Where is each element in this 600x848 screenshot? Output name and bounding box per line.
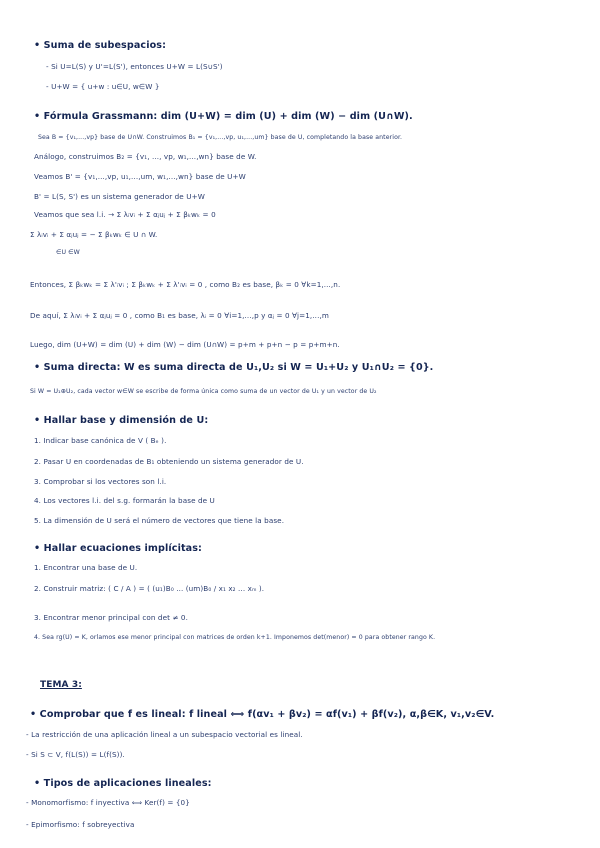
heading-hallar-base: • Hallar base y dimensión de U: [34,415,209,426]
heading-comprobar-lineal: • Comprobar que f es lineal: f lineal ⟺ f(αv₁ + βv₂) = αf(v₁) + βf(v₂), α,β∈K, v₁,v₂∈V. [30,709,495,720]
heading-formula-grassmann: • Fórmula Grassmann: dim (U+W) = dim (U) + dim (W) − dim (U∩W). [34,111,413,122]
note-line: Σ λᵢvᵢ + Σ αⱼuⱼ = − Σ βₖwₖ ∈ U ∩ W. [30,230,158,239]
note-line: 4. Sea rg(U) = K, orlamos ese menor principal con matrices de orden k+1. Imponemos det(menor) = 0 para obtener rango K. [34,634,436,641]
note-line: - U+W = { u+w : u∈U, w∈W } [46,82,160,91]
note-line: 1. Indicar base canónica de V ( Bₑ ). [34,436,167,445]
note-line: - Epimorfismo: f sobreyectiva [26,820,135,829]
note-line: Sea B = {v₁,...,vp} base de U∩W. Construimos B₁ = {v₁,...,vp, u₁,...,um} base de U, completando la base anterior. [38,134,403,141]
heading-suma-directa: • Suma directa: W es suma directa de U₁,U₂ si W = U₁+U₂ y U₁∩U₂ = {0}. [34,362,434,373]
note-line: Entonces, Σ βₖwₖ = Σ λ'ᵢvᵢ ; Σ βₖwₖ + Σ λ'ᵢvᵢ = 0 , como B₂ es base, βₖ = 0 ∀k=1,...,n. [30,280,341,289]
note-line: B' = L(S, S') es un sistema generador de U+W [34,192,205,201]
note-line: Luego, dim (U+W) = dim (U) + dim (W) − dim (U∩W) = p+m + p+n − p = p+m+n. [30,340,340,349]
note-line: 3. Encontrar menor principal con det ≠ 0. [34,613,188,622]
note-line: ∈U ∈W [56,249,80,256]
tema-title: TEMA 3: [40,680,82,690]
note-line: 1. Encontrar una base de U. [34,563,138,572]
heading-tipos-aplicaciones: • Tipos de aplicaciones lineales: [34,778,212,789]
note-line: - Si S ⊂ V, f(L(S)) = L(f(S)). [26,750,125,759]
note-line: Análogo, construimos B₂ = {v₁, ..., vp, w₁,...,wn} base de W. [34,152,257,161]
note-line: De aquí, Σ λᵢvᵢ + Σ αⱼuⱼ = 0 , como B₁ es base, λᵢ = 0 ∀i=1,...,p y αⱼ = 0 ∀j=1,...,m [30,311,329,320]
note-line: 3. Comprobar si los vectores son l.i. [34,477,167,486]
note-line: - Monomorfismo: f inyectiva ⟺ Ker(f) = {0} [26,798,190,807]
heading-suma-subespacios: • Suma de subespacios: [34,40,167,51]
heading-ecuaciones-implicitas: • Hallar ecuaciones implícitas: [34,543,202,554]
note-line: 2. Pasar U en coordenadas de B₁ obteniendo un sistema generador de U. [34,457,304,466]
note-line: 5. La dimensión de U será el número de vectores que tiene la base. [34,516,285,525]
note-line: Veamos B' = {v₁,...,vp, u₁,...,um, w₁,...,wn} base de U+W [34,172,246,181]
note-line: Si W = U₁⊕U₂, cada vector w∈W se escribe de forma única como suma de un vector de U₁ y un vector de U₂ [30,388,377,395]
note-line: - La restricción de una aplicación lineal a un subespacio vectorial es lineal. [26,730,303,739]
note-line: Veamos que sea l.i. → Σ λᵢvᵢ + Σ αⱼuⱼ + Σ βₖwₖ = 0 [34,210,216,219]
note-line: 4. Los vectores l.i. del s.g. formarán la base de U [34,496,215,505]
note-line: - Si U=L(S) y U'=L(S'), entonces U+W = L(S∪S') [46,62,223,71]
note-line: 2. Construir matriz: ( C / A ) = ( (u₁)B₀ ... (um)B₀ / x₁ x₂ ... xₘ ). [34,584,265,593]
